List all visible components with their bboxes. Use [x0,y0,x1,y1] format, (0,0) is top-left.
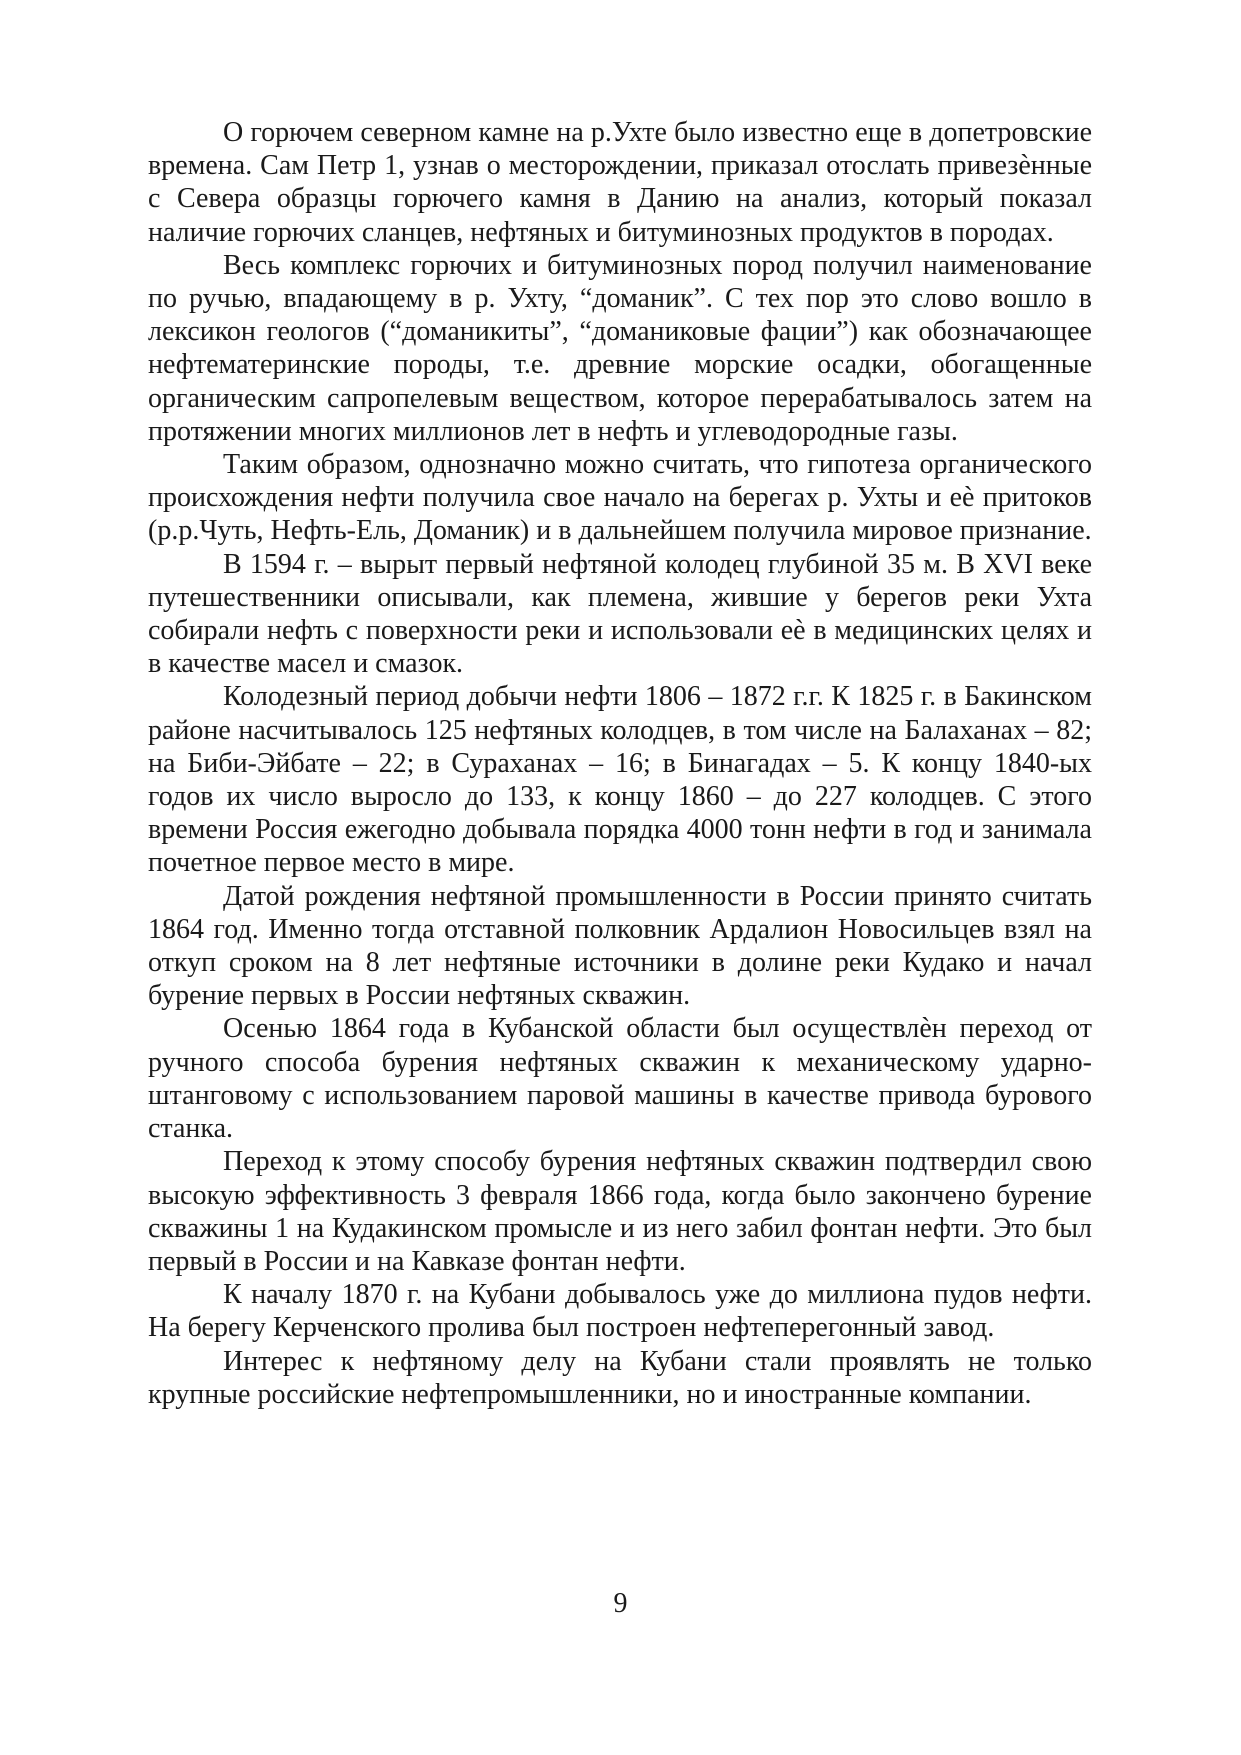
paragraph: Таким образом, однозначно можно считать, что гипотеза органического происхождения нефти получила свое начало на берегах р. Ухты и еѐ притоков (р.р.Чуть, Нефть-Ель, Доманик) и в дальнейшем получила мировое признание. [148,449,1092,547]
paragraph: Интерес к нефтяному делу на Кубани стали проявлять не только крупные российские нефтепромышленники, но и иностранные компании. [148,1345,1092,1410]
paragraph: В 1594 г. – вырыт первый нефтяной колодец глубиной 35 м. В XVI веке путешественники описывали, как племена, жившие у берегов реки Ухта собирали нефть с поверхности реки и использовали еѐ в медицинских целях и в качестве масел и смазок. [148,548,1092,680]
paragraph: Осенью 1864 года в Кубанской области был осуществлѐн переход от ручного способа бурения нефтяных скважин к механическому ударно-штанговому с использованием паровой машины в качестве привода бурового станка. [148,1013,1092,1145]
paragraph: Весь комплекс горючих и битуминозных пород получил наименование по ручью, впадающему в р. Ухту, “доманик”. С тех пор это слово вошло в лексикон геологов (“доманикиты”, “доманиковые фации”) как обозначающее нефтематеринские породы, т.е. древние морские осадки, обогащенные органическим сапропелевым веществом, которое перерабатывалось затем на протяжении многих миллионов лет в нефть и углеводородные газы. [148,249,1092,447]
page-number: 9 [613,1588,628,1619]
paragraph: О горючем северном камне на р.Ухте было известно еще в допетровские времена. Сам Петр 1, узнав о месторождении, приказал отослать привезѐнные с Севера образцы горючего камня в Данию на анализ, который показал наличие горючих сланцев, нефтяных и битуминозных продуктов в породах. [148,117,1092,248]
paragraph: К началу 1870 г. на Кубани добывалось уже до миллиона пудов нефти. На берегу Керченского пролива был построен нефтеперегонный завод. [148,1279,1092,1344]
paragraph: Колодезный период добычи нефти 1806 – 1872 г.г. К 1825 г. в Бакинском районе насчитывалось 125 нефтяных колодцев, в том числе на Балаханах – 82; на Биби-Эйбате – 22; в Сураханах – 16; в Бинагадах – 5. К концу 1840-ых годов их число выросло до 133, к концу 1860 – до 227 колодцев. С этого времени Россия ежегодно добывала порядка 4000 тонн нефти в год и занимала почетное первое место в мире. [148,681,1092,879]
paragraph: Датой рождения нефтяной промышленности в России принято считать 1864 год. Именно тогда отставной полковник Ардалион Новосильцев взял на откуп сроком на 8 лет нефтяные источники в долине реки Кудако и начал бурение первых в России нефтяных скважин. [148,880,1092,1012]
paragraph: Переход к этому способу бурения нефтяных скважин подтвердил свою высокую эффективность 3 февраля 1866 года, когда было закончено бурение скважины 1 на Кудакинском промысле и из него забил фонтан нефти. Это был первый в России и на Кавказе фонтан нефти. [148,1146,1092,1277]
body-text [148,116,1092,1411]
